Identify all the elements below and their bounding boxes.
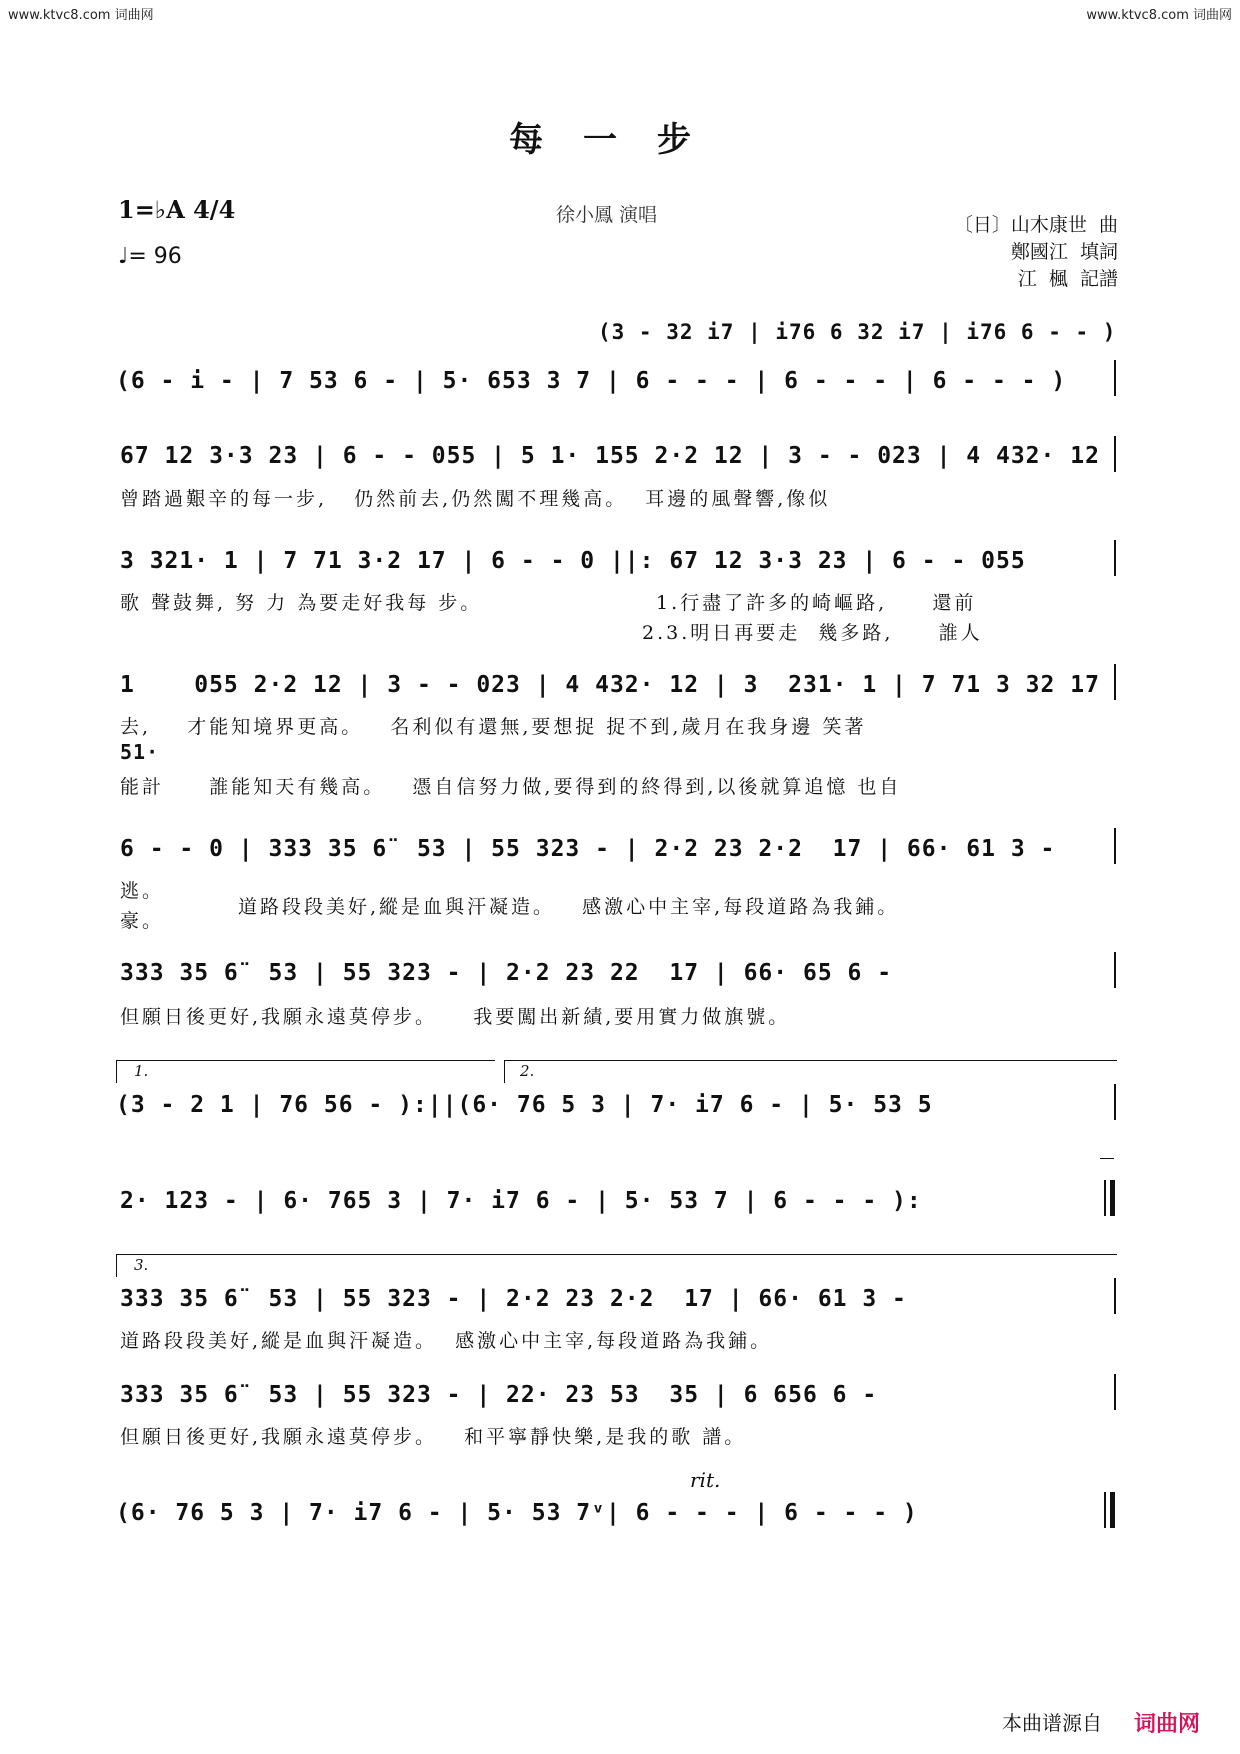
barline — [1114, 1374, 1116, 1410]
verse-lyric-1: 曾踏過艱辛的每一步, 仍然前去,仍然闖不理幾高。 耳邊的風聲響,像似 — [120, 488, 831, 510]
barline — [1114, 952, 1116, 988]
barline — [1114, 436, 1116, 472]
chorus-lyric-1: 道路段段美好,縱是血與汗凝造。 感激心中主宰,每段道路為我鋪。 — [238, 896, 900, 918]
lyricist-credit: 鄭國江 填詞 — [1010, 241, 1118, 263]
footer-source: 本曲谱源自 — [1002, 1711, 1102, 1735]
verse-lyric-2-first: 1.行盡了許多的崎嶇路, 還前 — [656, 592, 977, 614]
intro-notes: (6 - i - | 7 53 6 - | 5· 653 3 7 | 6 - - - | 6 - - - | 6 - - - ) — [116, 368, 1067, 394]
intro-upper-notes: (3 - 32 i7 | i76 6 32 i7 | i76 6 - - ) — [598, 320, 1117, 344]
final-bar — [1110, 1492, 1115, 1528]
barline — [1104, 1492, 1106, 1528]
barline — [1114, 1278, 1116, 1314]
final-chorus-lyric-2: 但願日後更好,我願永遠莫停步。 和平寧靜快樂,是我的歌 譜。 — [120, 1426, 747, 1448]
outro-notes: (6· 76 5 3 | 7· i7 6 - | 5· 53 7ᵛ| 6 - - - | 6 - - - ) — [116, 1500, 918, 1526]
repeat-bracket-cap — [1100, 1158, 1114, 1181]
verse-notes-3: 1 055 2·2 12 | 3 - - 023 | 4 432· 12 | 3 231· 1 | 7 71 3 32 17 — [120, 672, 1100, 698]
footer-brand-link[interactable]: 词曲网 — [1133, 1712, 1200, 1737]
volta-bracket-1 — [116, 1060, 495, 1083]
barline — [1114, 1084, 1116, 1120]
composer-credit: 〔日〕山木康世 曲 — [953, 214, 1118, 236]
barline — [1114, 828, 1116, 864]
volta-bracket-3 — [116, 1254, 1117, 1277]
watermark-left: www.ktvc8.com 词曲网 — [8, 8, 154, 23]
singer-credit: 徐小鳳 演唱 — [556, 204, 658, 226]
interlude-notes-2: 2· 123 - | 6· 765 3 | 7· i7 6 - | 5· 53 7 | 6 - - - ): — [120, 1188, 922, 1214]
barline — [1114, 664, 1116, 700]
volta-number-3: 3. — [134, 1256, 149, 1274]
ritardando-marking: rit. — [690, 1468, 721, 1492]
interlude-notes-1: (3 - 2 1 | 76 56 - ):||(6· 76 5 3 | 7· i7 6 - | 5· 53 5 — [116, 1092, 933, 1118]
verse-notes-1: 67 12 3·3 23 | 6 - - 055 | 5 1· 155 2·2 12 | 3 - - 023 | 4 432· 12 — [120, 443, 1100, 469]
verse-lyric-2-second: 2.3.明日再要走 幾多路, 誰人 — [642, 622, 983, 644]
volta-number-2: 2. — [520, 1062, 535, 1080]
barline — [1114, 360, 1116, 396]
barline — [1114, 540, 1116, 576]
final-chorus-notes-2: 333 35 6̈ 53 | 55 323 - | 22· 23 53 35 | 6 656 6 - — [120, 1382, 878, 1408]
key-signature: 1=♭A 4/4 — [118, 195, 236, 224]
final-chorus-lyric-1: 道路段段美好,縱是血與汗凝造。 感激心中主宰,每段道路為我鋪。 — [120, 1330, 773, 1352]
watermark-right: www.ktvc8.com 词曲网 — [1086, 8, 1232, 23]
final-chorus-notes-1: 333 35 6̈ 53 | 55 323 - | 2·2 23 2·2 17 | 66· 61 3 - — [120, 1286, 907, 1312]
credits-block — [900, 212, 1118, 293]
transcriber-credit: 江 楓 記譜 — [1017, 268, 1118, 290]
chorus-notes-1: 6 - - 0 | 333 35 6̈ 53 | 55 323 - | 2·2 23 2·2 17 | 66· 61 3 - — [120, 836, 1056, 862]
chorus-notes-2: 333 35 6̈ 53 | 55 323 - | 2·2 23 22 17 | 66· 65 6 - — [120, 960, 893, 986]
page-title: 每一步 — [509, 120, 731, 160]
barline — [1104, 1180, 1106, 1216]
verse-end-lyric-b: 豪。 — [120, 910, 165, 932]
verse-notes-2: 3 321· 1 | 7 71 3·2 17 | 6 - - 0 ||: 67 12 3·3 23 | 6 - - 055 — [120, 548, 1026, 574]
verse-end-lyric-a: 逃。 — [120, 880, 165, 902]
repeat-end-bar — [1110, 1180, 1115, 1216]
verse-lyric-3: 去, 才能知境界更高。 名利似有還無,要想捉 捉不到,歲月在我身邊 笑著 — [120, 716, 867, 738]
volta-bracket-2 — [504, 1060, 1117, 1083]
tempo-marking: ♩= 96 — [118, 244, 182, 269]
volta-number-1: 1. — [134, 1062, 149, 1080]
verse-lyric-2: 歌 聲鼓舞, 努 力 為要走好我每 步。 — [120, 592, 483, 614]
chorus-lyric-2: 但願日後更好,我願永遠莫停步。 我要闖出新績,要用實力做旗號。 — [120, 1006, 791, 1028]
verse-lyric-3-alt: 能計 誰能知天有幾高。 憑自信努力做,要得到的終得到,以後就算追憶 也自 — [120, 776, 902, 798]
alt-notes: 51· — [120, 740, 160, 764]
